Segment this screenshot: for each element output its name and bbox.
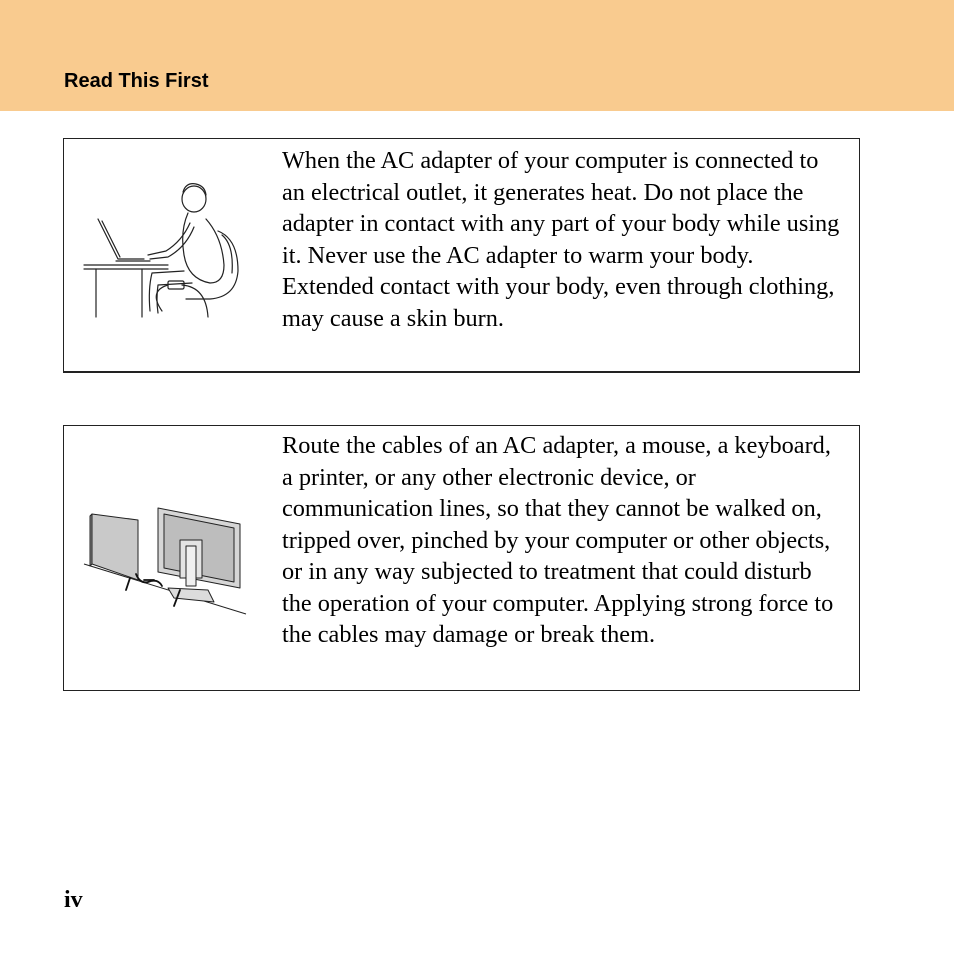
person-laptop-illustration (82, 179, 242, 319)
header-band (0, 0, 954, 111)
page-number: iv (64, 887, 83, 913)
safety-notice-cable-routing (63, 425, 860, 691)
notice-text: When the AC adapter of your computer is connected to an electrical outlet, it generates heat. Do not place the adapter in contact with any part of your body while using it. Never use the AC adapter to warm your body. Extended contact with your body, even through clothing, may cause a skin burn. (282, 147, 840, 332)
page-header-title: Read This First (64, 70, 209, 92)
safety-notice-ac-adapter-heat (63, 138, 860, 373)
notice-text: Route the cables of an AC adapter, a mouse, a keyboard, a printer, or any other electronic device, or communication lines, so that they cannot be walked on, tripped over, pinched by your computer or other objects, or in any way subjected to treatment that could disturb the operation of your computer. Applying strong force to the cables may damage or break them. (282, 432, 834, 648)
monitors-cables-illustration (82, 506, 252, 621)
